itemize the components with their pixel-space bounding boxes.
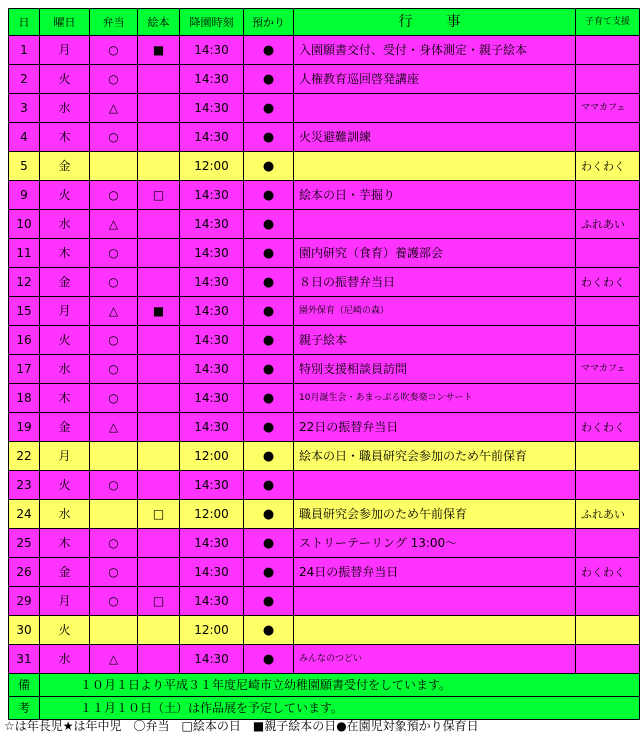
cell-lunch: ○ — [90, 558, 138, 587]
cell-lunch: ○ — [90, 326, 138, 355]
cell-weekday: 水 — [40, 94, 90, 123]
cell-dismissal: 14:30 — [180, 355, 244, 384]
cell-childcare: ● — [244, 500, 294, 529]
cell-picturebook — [138, 384, 180, 413]
cell-childcare: ● — [244, 413, 294, 442]
cell-picturebook: □ — [138, 500, 180, 529]
cell-day: 22 — [9, 442, 40, 471]
cell-support — [576, 36, 640, 65]
cell-picturebook — [138, 616, 180, 645]
cell-lunch — [90, 152, 138, 181]
cell-lunch: △ — [90, 94, 138, 123]
cell-day: 24 — [9, 500, 40, 529]
table-row — [9, 413, 640, 442]
cell-childcare: ● — [244, 529, 294, 558]
cell-day: 4 — [9, 123, 40, 152]
cell-childcare: ● — [244, 181, 294, 210]
cell-lunch: ○ — [90, 268, 138, 297]
cell-day: 29 — [9, 587, 40, 616]
table-row — [9, 268, 640, 297]
cell-support: ママカフェ — [576, 355, 640, 384]
cell-event — [294, 94, 576, 123]
cell-day: 15 — [9, 297, 40, 326]
table-row — [9, 326, 640, 355]
cell-lunch — [90, 500, 138, 529]
cell-day: 11 — [9, 239, 40, 268]
cell-picturebook — [138, 94, 180, 123]
cell-lunch: ○ — [90, 587, 138, 616]
legend: ☆は年長児★は年中児 〇弁当 □絵本の日 ■親子絵本の日●在園児対象預かり保育日 — [4, 719, 479, 733]
cell-event: ８日の振替弁当日 — [294, 268, 576, 297]
table-row — [9, 384, 640, 413]
cell-picturebook — [138, 65, 180, 94]
cell-picturebook: □ — [138, 181, 180, 210]
cell-picturebook — [138, 471, 180, 500]
cell-picturebook — [138, 326, 180, 355]
cell-weekday: 木 — [40, 529, 90, 558]
cell-event — [294, 471, 576, 500]
cell-support — [576, 384, 640, 413]
cell-day: 16 — [9, 326, 40, 355]
cell-lunch: △ — [90, 413, 138, 442]
cell-event: 親子絵本 — [294, 326, 576, 355]
table-row — [9, 500, 640, 529]
cell-childcare: ● — [244, 36, 294, 65]
cell-support — [576, 326, 640, 355]
cell-event: 入園願書交付、受付・身体測定・親子絵本 — [294, 36, 576, 65]
cell-event: 園外保育（尼崎の森） — [294, 297, 576, 326]
schedule-sheet — [8, 8, 640, 720]
cell-lunch: ○ — [90, 65, 138, 94]
table-row — [9, 65, 640, 94]
cell-childcare: ● — [244, 239, 294, 268]
header-picturebook: 絵本 — [138, 9, 180, 36]
cell-picturebook: ■ — [138, 36, 180, 65]
cell-childcare: ● — [244, 442, 294, 471]
table-row — [9, 152, 640, 181]
cell-support: わくわく — [576, 268, 640, 297]
cell-weekday: 金 — [40, 268, 90, 297]
cell-weekday: 火 — [40, 471, 90, 500]
cell-lunch: ○ — [90, 181, 138, 210]
cell-event — [294, 587, 576, 616]
table-row — [9, 471, 640, 500]
table-row — [9, 616, 640, 645]
cell-childcare: ● — [244, 65, 294, 94]
cell-support — [576, 587, 640, 616]
cell-picturebook: ■ — [138, 297, 180, 326]
cell-weekday: 木 — [40, 239, 90, 268]
cell-support — [576, 297, 640, 326]
cell-dismissal: 14:30 — [180, 239, 244, 268]
cell-dismissal: 14:30 — [180, 65, 244, 94]
cell-day: 2 — [9, 65, 40, 94]
cell-lunch: ○ — [90, 239, 138, 268]
cell-day: 30 — [9, 616, 40, 645]
header-day: 日 — [9, 9, 40, 36]
cell-day: 19 — [9, 413, 40, 442]
table-row — [9, 181, 640, 210]
cell-support — [576, 181, 640, 210]
cell-weekday: 金 — [40, 413, 90, 442]
cell-lunch: ○ — [90, 123, 138, 152]
cell-support: ママカフェ — [576, 94, 640, 123]
cell-weekday: 月 — [40, 442, 90, 471]
cell-lunch: ○ — [90, 355, 138, 384]
cell-lunch: ○ — [90, 471, 138, 500]
cell-day: 9 — [9, 181, 40, 210]
cell-childcare: ● — [244, 326, 294, 355]
cell-weekday: 木 — [40, 123, 90, 152]
cell-dismissal: 14:30 — [180, 587, 244, 616]
cell-day: 31 — [9, 645, 40, 674]
cell-dismissal: 12:00 — [180, 442, 244, 471]
cell-picturebook — [138, 529, 180, 558]
cell-event: みんなのつどい — [294, 645, 576, 674]
cell-picturebook — [138, 239, 180, 268]
cell-support — [576, 65, 640, 94]
cell-support: わくわく — [576, 558, 640, 587]
cell-support — [576, 616, 640, 645]
cell-support — [576, 645, 640, 674]
cell-lunch — [90, 442, 138, 471]
cell-day: 10 — [9, 210, 40, 239]
table-row — [9, 123, 640, 152]
cell-weekday: 水 — [40, 210, 90, 239]
cell-support — [576, 529, 640, 558]
cell-childcare: ● — [244, 558, 294, 587]
cell-event — [294, 616, 576, 645]
cell-support: わくわく — [576, 413, 640, 442]
schedule-table — [8, 8, 640, 720]
cell-picturebook — [138, 442, 180, 471]
cell-day: 1 — [9, 36, 40, 65]
cell-picturebook — [138, 152, 180, 181]
cell-dismissal: 14:30 — [180, 558, 244, 587]
cell-dismissal: 14:30 — [180, 384, 244, 413]
cell-day: 17 — [9, 355, 40, 384]
cell-support — [576, 471, 640, 500]
cell-event: 園内研究（食育）養護部会 — [294, 239, 576, 268]
table-row — [9, 645, 640, 674]
cell-event: 24日の振替弁当日 — [294, 558, 576, 587]
cell-dismissal: 14:30 — [180, 529, 244, 558]
cell-event — [294, 210, 576, 239]
cell-weekday: 火 — [40, 616, 90, 645]
cell-event: 22日の振替弁当日 — [294, 413, 576, 442]
cell-childcare: ● — [244, 210, 294, 239]
header-childcare: 預かり — [244, 9, 294, 36]
cell-weekday: 水 — [40, 500, 90, 529]
cell-weekday: 月 — [40, 297, 90, 326]
cell-day: 5 — [9, 152, 40, 181]
header-row — [9, 9, 640, 36]
header-weekday: 曜日 — [40, 9, 90, 36]
cell-support: わくわく — [576, 152, 640, 181]
cell-support: ふれあい — [576, 500, 640, 529]
cell-event — [294, 152, 576, 181]
cell-picturebook: □ — [138, 587, 180, 616]
cell-lunch: ○ — [90, 384, 138, 413]
cell-support — [576, 442, 640, 471]
cell-childcare: ● — [244, 123, 294, 152]
cell-dismissal: 14:30 — [180, 123, 244, 152]
cell-picturebook — [138, 645, 180, 674]
cell-lunch: ○ — [90, 36, 138, 65]
header-support: 子育て支援 — [576, 9, 640, 36]
cell-childcare: ● — [244, 587, 294, 616]
table-row — [9, 210, 640, 239]
cell-weekday: 月 — [40, 587, 90, 616]
table-row — [9, 587, 640, 616]
cell-day: 18 — [9, 384, 40, 413]
cell-support — [576, 239, 640, 268]
cell-day: 3 — [9, 94, 40, 123]
header-lunch: 弁当 — [90, 9, 138, 36]
table-row — [9, 529, 640, 558]
notes-label: 考 — [9, 697, 40, 720]
cell-weekday: 木 — [40, 384, 90, 413]
cell-picturebook — [138, 558, 180, 587]
cell-day: 25 — [9, 529, 40, 558]
cell-lunch: △ — [90, 645, 138, 674]
notes-line-2: １１月１０日（土）は作品展を予定しています。 — [40, 697, 640, 720]
cell-childcare: ● — [244, 355, 294, 384]
cell-dismissal: 14:30 — [180, 210, 244, 239]
cell-event: 火災避難訓練 — [294, 123, 576, 152]
cell-event: 人権教育巡回啓発講座 — [294, 65, 576, 94]
cell-day: 12 — [9, 268, 40, 297]
table-row — [9, 297, 640, 326]
cell-support — [576, 123, 640, 152]
header-events: 行 事 — [294, 9, 576, 36]
table-row — [9, 355, 640, 384]
cell-dismissal: 14:30 — [180, 94, 244, 123]
cell-childcare: ● — [244, 645, 294, 674]
cell-lunch — [90, 616, 138, 645]
cell-weekday: 火 — [40, 65, 90, 94]
cell-day: 23 — [9, 471, 40, 500]
cell-event: 絵本の日・職員研究会参加のため午前保育 — [294, 442, 576, 471]
cell-dismissal: 14:30 — [180, 326, 244, 355]
cell-weekday: 月 — [40, 36, 90, 65]
cell-weekday: 火 — [40, 326, 90, 355]
cell-weekday: 火 — [40, 181, 90, 210]
cell-childcare: ● — [244, 471, 294, 500]
cell-event: 特別支援相談員訪問 — [294, 355, 576, 384]
cell-event: 絵本の日・芋掘り — [294, 181, 576, 210]
cell-lunch: ○ — [90, 529, 138, 558]
cell-weekday: 金 — [40, 152, 90, 181]
cell-support: ふれあい — [576, 210, 640, 239]
cell-childcare: ● — [244, 152, 294, 181]
cell-picturebook — [138, 268, 180, 297]
cell-weekday: 金 — [40, 558, 90, 587]
cell-picturebook — [138, 413, 180, 442]
cell-dismissal: 14:30 — [180, 645, 244, 674]
cell-dismissal: 14:30 — [180, 181, 244, 210]
table-row — [9, 36, 640, 65]
cell-dismissal: 12:00 — [180, 616, 244, 645]
table-row — [9, 239, 640, 268]
cell-day: 26 — [9, 558, 40, 587]
notes-label: 備 — [9, 674, 40, 697]
cell-picturebook — [138, 355, 180, 384]
cell-event: 10月誕生会・あまっぷる吹奏楽コンサート — [294, 384, 576, 413]
cell-childcare: ● — [244, 384, 294, 413]
notes-line-1: １０月１日より平成３１年度尼崎市立幼稚園願書受付をしています。 — [40, 674, 640, 697]
cell-dismissal: 12:00 — [180, 152, 244, 181]
table-row — [9, 94, 640, 123]
cell-dismissal: 14:30 — [180, 297, 244, 326]
cell-weekday: 水 — [40, 355, 90, 384]
cell-event: ストリーテーリング 13:00～ — [294, 529, 576, 558]
cell-event: 職員研究会参加のため午前保育 — [294, 500, 576, 529]
cell-picturebook — [138, 210, 180, 239]
cell-picturebook — [138, 123, 180, 152]
cell-lunch: △ — [90, 210, 138, 239]
table-row — [9, 558, 640, 587]
cell-lunch: △ — [90, 297, 138, 326]
header-dismissal: 降園時刻 — [180, 9, 244, 36]
cell-dismissal: 14:30 — [180, 413, 244, 442]
cell-dismissal: 14:30 — [180, 36, 244, 65]
cell-childcare: ● — [244, 297, 294, 326]
cell-childcare: ● — [244, 94, 294, 123]
cell-dismissal: 14:30 — [180, 471, 244, 500]
table-row — [9, 442, 640, 471]
notes-row — [9, 674, 640, 697]
cell-childcare: ● — [244, 268, 294, 297]
cell-dismissal: 12:00 — [180, 500, 244, 529]
cell-dismissal: 14:30 — [180, 268, 244, 297]
cell-childcare: ● — [244, 616, 294, 645]
cell-weekday: 水 — [40, 645, 90, 674]
